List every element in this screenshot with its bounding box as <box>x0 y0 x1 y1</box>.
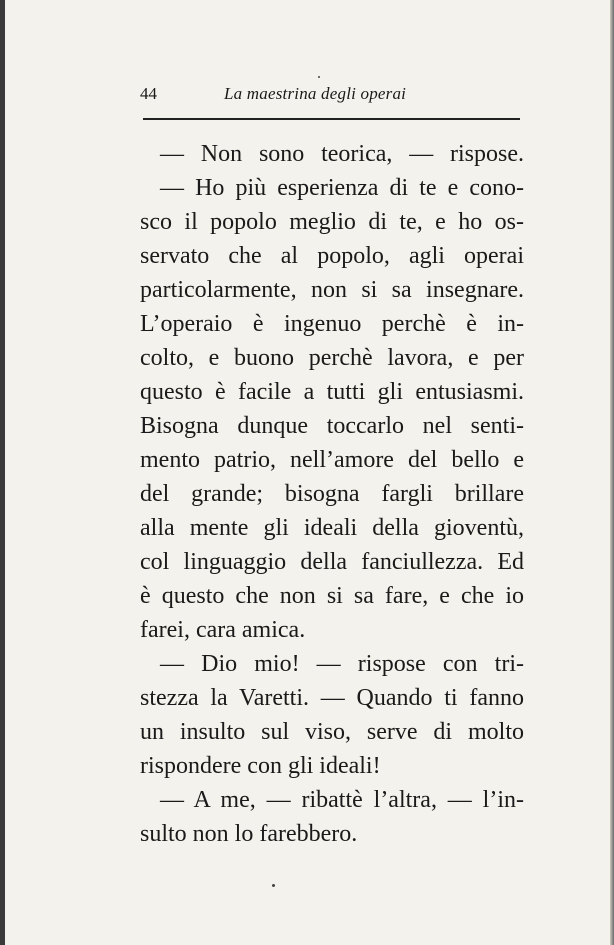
text-line: è questo che non si sa fare, e che io <box>140 583 524 609</box>
text-line: Bisogna dunque toccarlo nel senti- <box>140 413 524 439</box>
text-line: questo è facile a tutti gli entusiasmi. <box>140 379 524 405</box>
text-line: col linguaggio della fanciullezza. Ed <box>140 549 524 575</box>
body-text <box>140 137 524 851</box>
page-header <box>140 84 520 110</box>
text-line: rispondere con gli ideali! <box>140 753 381 779</box>
text-line: alla mente gli ideali della gioventù, <box>140 515 524 541</box>
ink-speck <box>318 76 320 78</box>
text-line: un insulto sul viso, serve di molto <box>140 719 524 745</box>
running-title: La maestrina degli operai <box>224 84 407 103</box>
text-line: — Ho più esperienza di te e cono- <box>160 175 524 201</box>
text-line: del grande; bisogna fargli brillare <box>140 481 524 507</box>
text-line: sulto non lo farebbero. <box>140 821 358 847</box>
text-line: sco il popolo meglio di te, e ho os- <box>140 209 524 235</box>
text-line: — A me, — ribattè l’altra, — l’in- <box>160 787 524 813</box>
text-line: — Dio mio! — rispose con tri- <box>160 651 524 677</box>
text-line: stezza la Varetti. — Quando ti fanno <box>140 685 524 711</box>
page-right-edge <box>610 0 614 945</box>
page-number: 44 <box>140 84 157 103</box>
ink-speck <box>272 884 275 887</box>
text-line: L’operaio è ingenuo perchè è in- <box>140 311 524 337</box>
text-line: colto, e buono perchè lavora, e per <box>140 345 524 371</box>
page-left-edge <box>0 0 5 945</box>
text-line: mento patrio, nell’amore del bello e <box>140 447 524 473</box>
text-line: servato che al popolo, agli operai <box>140 243 524 269</box>
text-line: — Non sono teorica, — rispose. <box>160 141 524 167</box>
header-rule <box>143 118 520 120</box>
text-line: particolarmente, non si sa insegnare. <box>140 277 524 303</box>
text-line: farei, cara amica. <box>140 617 306 643</box>
